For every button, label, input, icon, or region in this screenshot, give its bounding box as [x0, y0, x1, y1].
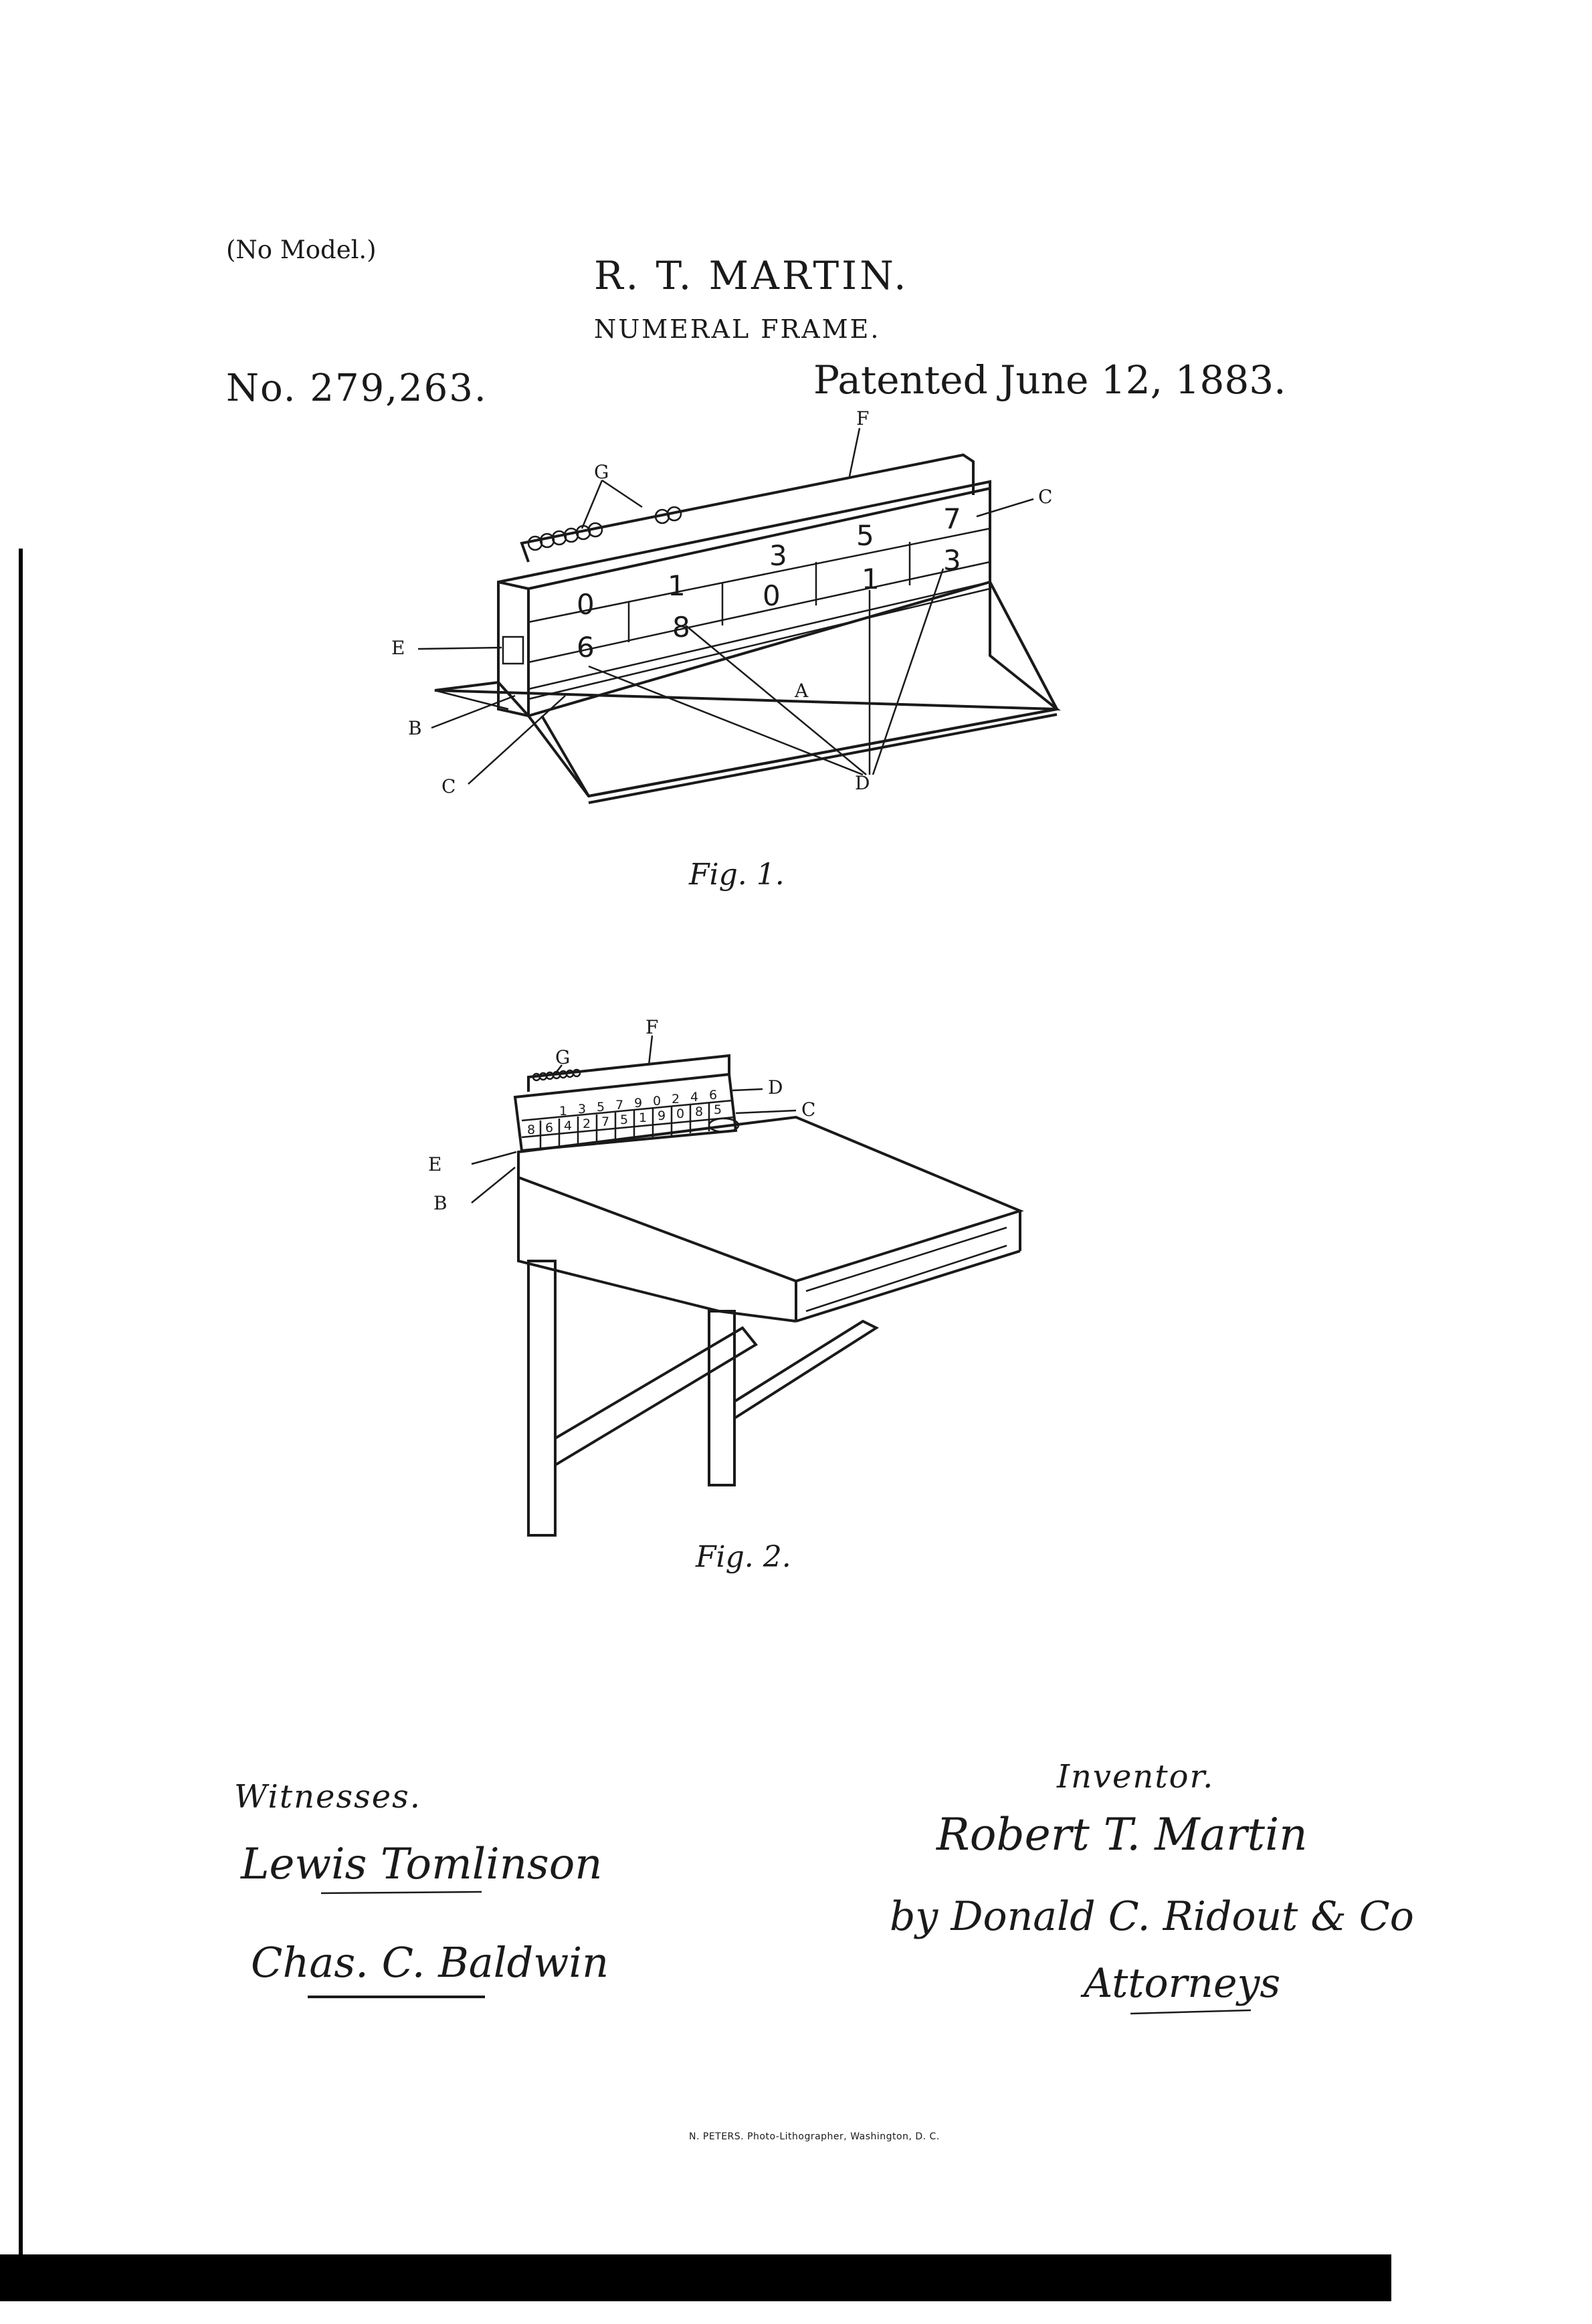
fig1-digit: 7	[943, 502, 961, 535]
figure-1-caption: Fig. 1.	[689, 858, 785, 892]
patent-date: Patented June 12, 1883.	[813, 357, 1286, 403]
witnesses-heading: Witnesses.	[234, 1778, 422, 1816]
attorneys-signature: Attorneys	[1084, 1960, 1281, 2007]
fig1-digit: 5	[856, 519, 874, 552]
fig1-digit: 8	[672, 611, 690, 644]
fig1-digit: 0	[763, 579, 781, 612]
fig2-label-e: E	[428, 1153, 442, 1175]
fig1-label-e: E	[391, 637, 405, 659]
fig1-label-f: F	[856, 407, 870, 429]
fig2-label-c: C	[801, 1098, 816, 1121]
fig2-digit: 5	[714, 1102, 722, 1117]
invention-title: NUMERAL FRAME.	[594, 314, 881, 344]
fig2-digit: 3	[578, 1102, 587, 1117]
fig1-label-g: G	[594, 461, 609, 483]
fig2-digit: 4	[564, 1119, 573, 1133]
fig1-label-a: A	[795, 680, 809, 702]
fig2-digit: 6	[709, 1088, 718, 1102]
witness-1-signature: Lewis Tomlinson	[241, 1840, 603, 1889]
scan-bottom-edge	[0, 2254, 1391, 2301]
fig2-label-d: D	[768, 1076, 783, 1098]
fig2-digit: 4	[690, 1090, 699, 1104]
fig2-digit: 2	[583, 1117, 591, 1131]
fig1-digit: 0	[577, 588, 595, 621]
fig2-digit: 1	[639, 1110, 648, 1125]
fig1-label-c-left: C	[441, 775, 456, 797]
fig2-digit: 0	[653, 1094, 662, 1108]
fig2-digit: 5	[597, 1100, 605, 1115]
inventor-name: R. T. MARTIN.	[594, 253, 909, 298]
inventor-signature: Robert T. Martin	[936, 1809, 1308, 1860]
fig2-digit: 1	[559, 1104, 568, 1119]
fig2-label-b: B	[433, 1192, 447, 1214]
attorney-line: by Donald C. Ridout & Co	[890, 1893, 1414, 1940]
fig2-digit: 2	[672, 1092, 680, 1106]
fig1-digit: 3	[769, 539, 787, 572]
fig2-digit: 7	[615, 1098, 624, 1112]
fig2-digit: 6	[545, 1121, 554, 1135]
fig1-digit: 6	[577, 631, 595, 664]
inventor-heading: Inventor.	[1057, 1758, 1215, 1796]
fig1-digit: 3	[943, 544, 961, 577]
fig2-digit: 8	[527, 1123, 536, 1137]
witness-2-signature: Chas. C. Baldwin	[251, 1938, 609, 1987]
fig2-digit: 9	[658, 1108, 666, 1123]
fig1-digit: 1	[668, 569, 686, 602]
fig2-digit: 7	[601, 1115, 610, 1129]
fig1-digit: 1	[862, 563, 880, 595]
no-model-note: (No Model.)	[226, 235, 377, 264]
patent-number: No. 279,263.	[226, 367, 488, 410]
figure-2-caption: Fig. 2.	[696, 1540, 791, 1574]
fig2-label-g: G	[555, 1046, 571, 1068]
fig2-digit: 8	[695, 1104, 704, 1119]
fig1-label-c-right: C	[1038, 486, 1053, 508]
fig2-digit: 0	[676, 1106, 685, 1121]
fig1-label-d: D	[855, 772, 870, 794]
fig2-digit: 5	[620, 1112, 629, 1127]
fig2-label-f: F	[645, 1016, 659, 1038]
printer-credit: N. PETERS. Photo-Lithographer, Washington, D. C.	[689, 2131, 940, 2142]
fig2-digit: 9	[634, 1096, 643, 1110]
fig1-label-b: B	[408, 717, 422, 739]
